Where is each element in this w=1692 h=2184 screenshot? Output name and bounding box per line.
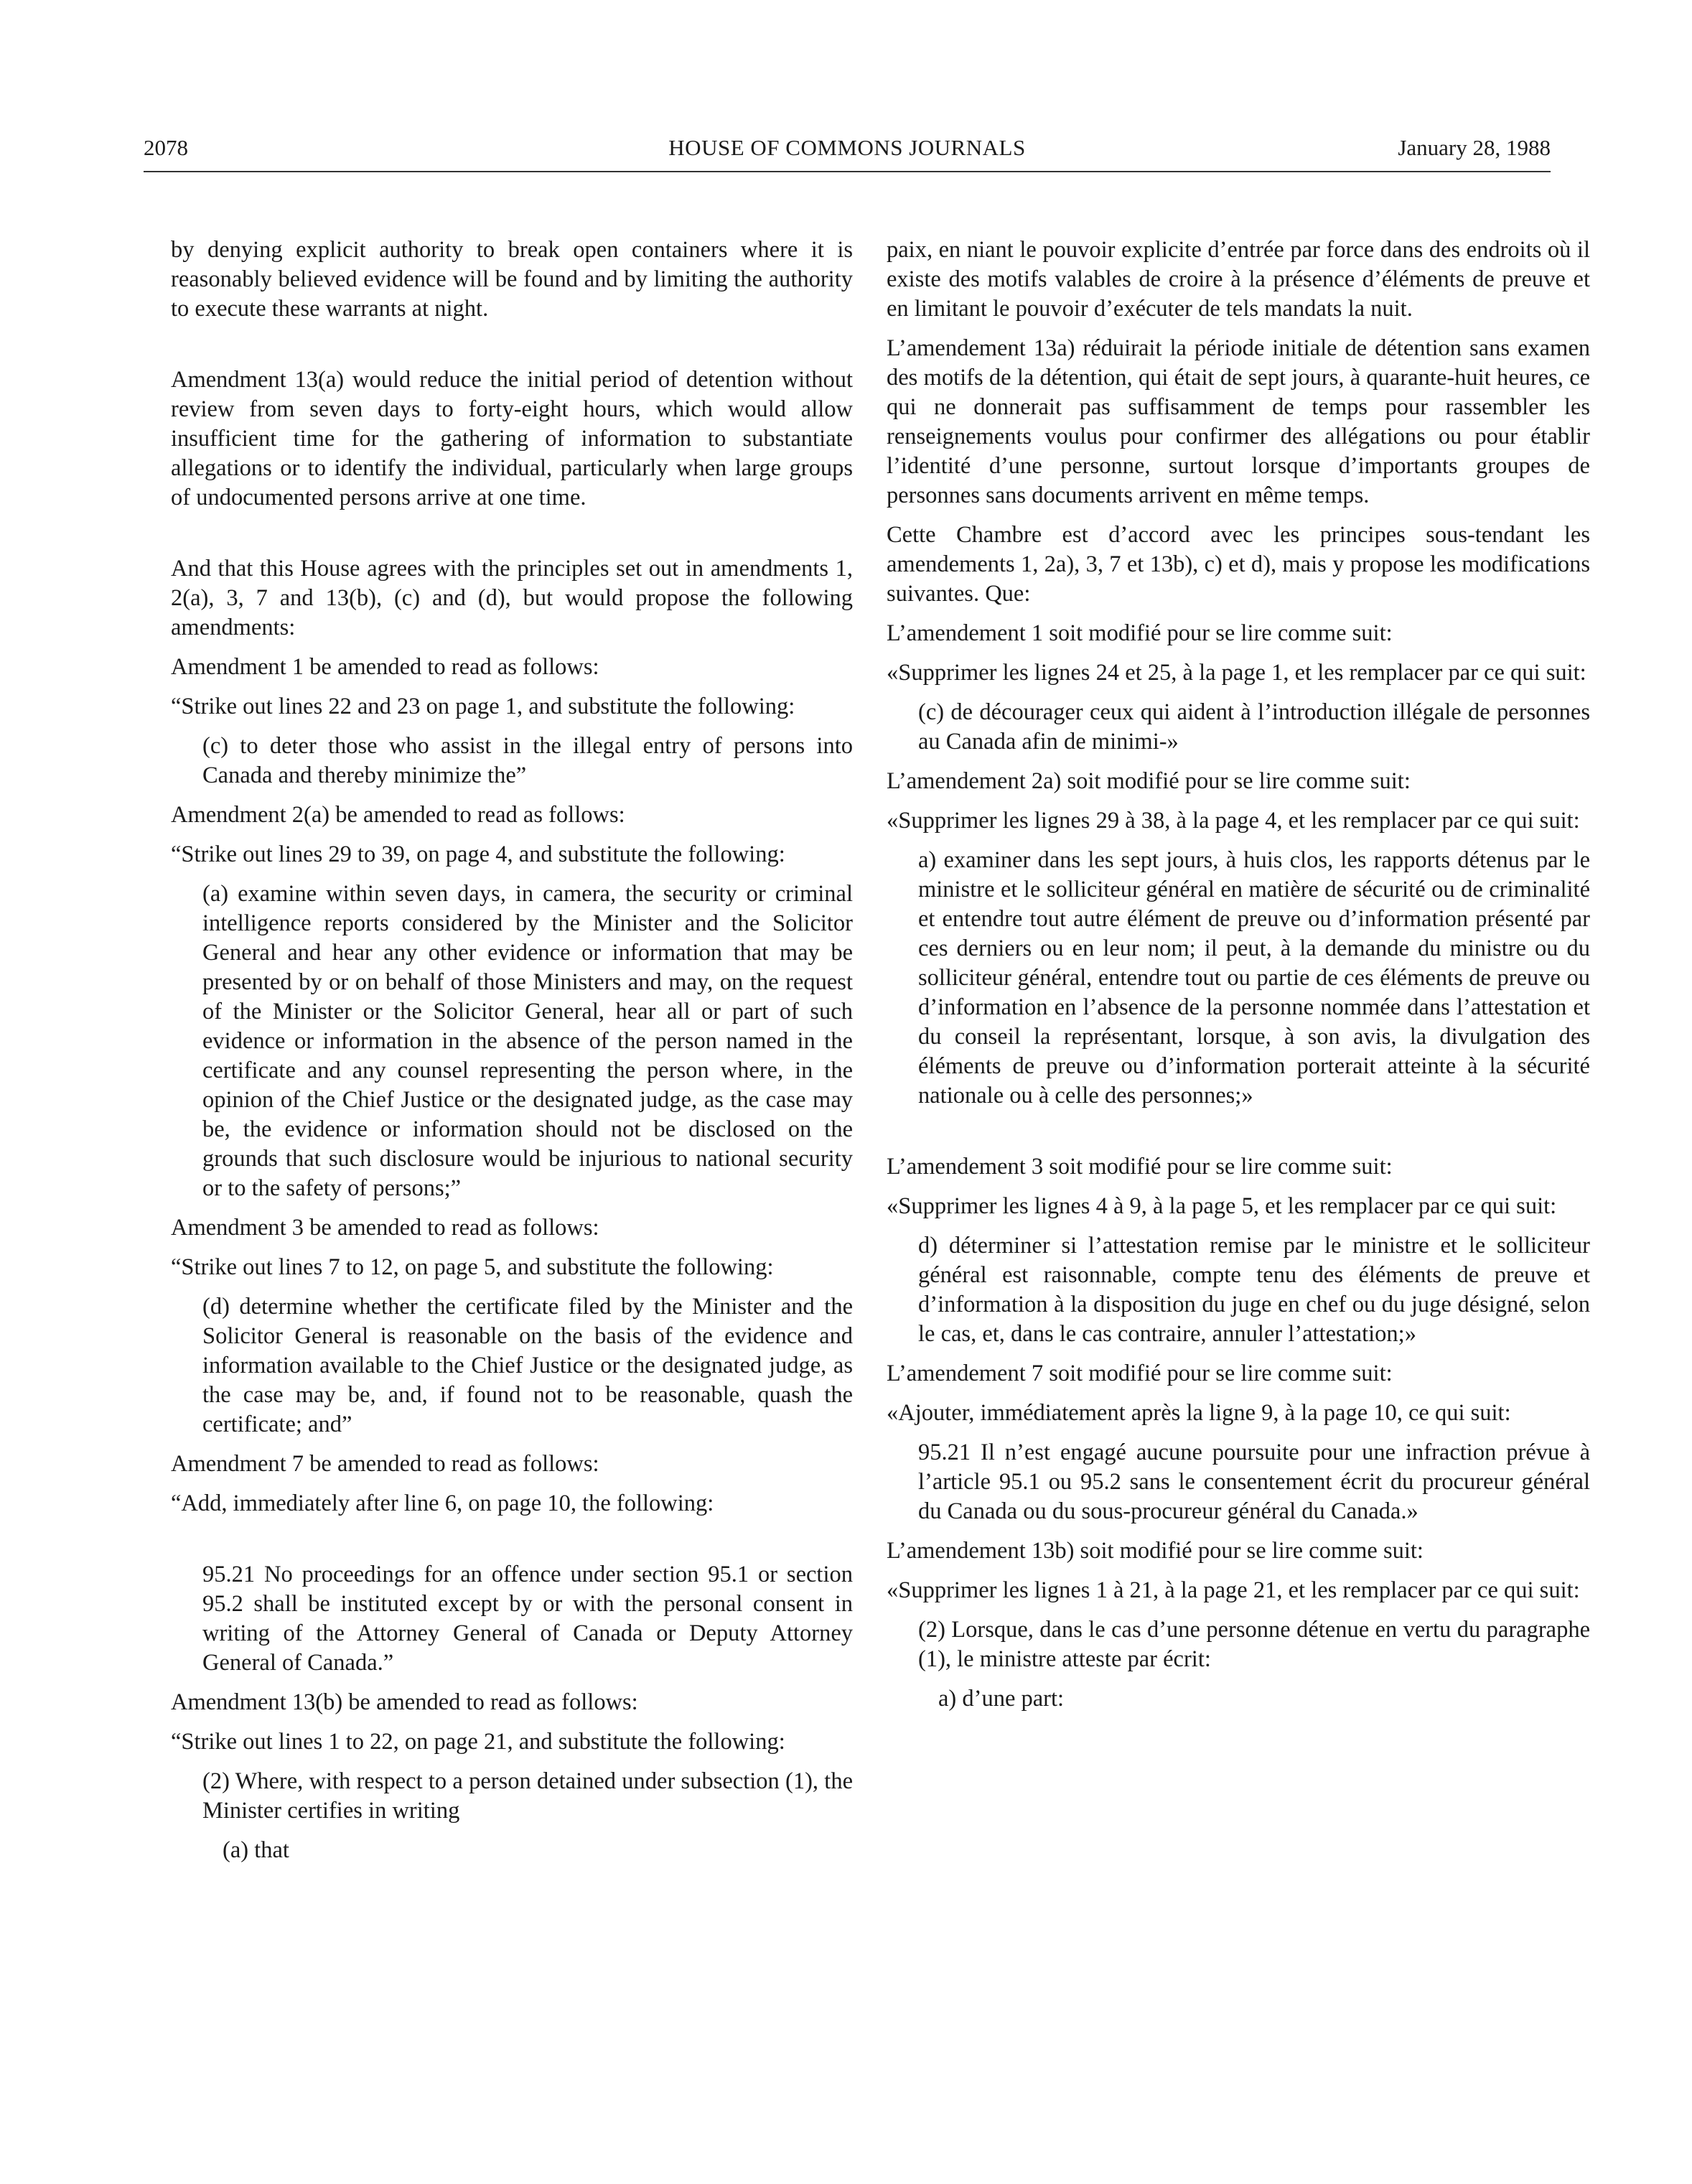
amendment-text: (d) determine whether the certificate filed by the Minister and the Solicitor General is reasonable on the basis of the evidence and information available to the Chief Justice or the designated judge, as the case may be, and, if found not to be reasonable, quash the certificate; and” [202, 1294, 853, 1437]
amendment-heading: Amendment 7 be amended to read as follows: [171, 1451, 599, 1477]
amendment-heading: L’amendement 2a) soit modifié pour se lire comme suit: [887, 768, 1411, 794]
english-column [171, 235, 853, 1875]
amendment-text: a) examiner dans les sept jours, à huis clos, les rapports détenus par le ministre et le solliciteur général en matière de sécurité ou de criminalité et entendre tout autre élément de preuve ou d’information présenté par ces derniers ou en leur nom; il peut, à la demande du ministre ou du solliciteur général, entendre tout ou partie de ces éléments de preuve ou d’information en l’absence de la personne nommée dans l’attestation et du conseil la représentant, lorsque, à son avis, la divulgation des éléments de preuve ou d’information porterait atteinte à la sécurité nationale ou à celle des personnes;» [918, 847, 1590, 1109]
strike-instruction: «Supprimer les lignes 4 à 9, à la page 5, et les remplacer par ce qui suit: [887, 1193, 1557, 1219]
amendment-text: d) déterminer si l’attestation remise par le ministre et le solliciteur général est raisonnable, compte tenu des éléments de preuve et d’information à la disposition du juge en chef ou du juge désigné, selon le cas, et, dans le cas contraire, annuler l’attestation;» [918, 1233, 1590, 1347]
strike-instruction: «Supprimer les lignes 24 et 25, à la page 1, et les remplacer par ce qui suit: [887, 660, 1586, 686]
paragraph: Amendment 13(a) would reduce the initial period of detention without review from seven days to forty-eight hours, which would allow insufficient time for the gathering of information to substantiate allegations or to identify the individual, particularly when large groups of undocumented persons arrive at one time. [171, 367, 853, 510]
strike-instruction: «Supprimer les lignes 1 à 21, à la page 21, et les remplacer par ce qui suit: [887, 1577, 1580, 1603]
amendment-subitem: (a) that [223, 1837, 289, 1863]
amendment-text: (2) Where, with respect to a person detained under subsection (1), the Minister certifies in writing [202, 1768, 853, 1824]
french-column [887, 235, 1590, 1724]
amendment-heading: Amendment 1 be amended to read as follows: [171, 654, 599, 680]
amendment-heading: Amendment 3 be amended to read as follows: [171, 1215, 599, 1241]
paragraph: by denying explicit authority to break open containers where it is reasonably believed evidence will be found and by limiting the authority to execute these warrants at night. [171, 237, 853, 322]
strike-instruction: «Supprimer les lignes 29 à 38, à la page 4, et les remplacer par ce qui suit: [887, 808, 1580, 834]
amendment-heading: L’amendement 3 soit modifié pour se lire comme suit: [887, 1154, 1393, 1180]
amendment-text: 95.21 No proceedings for an offence under section 95.1 or section 95.2 shall be instituted except by or with the personal consent in writing of the Attorney General of Canada or Deputy Attorney General of Canada.” [202, 1562, 853, 1676]
amendment-text: 95.21 Il n’est engagé aucune poursuite pour une infraction prévue à l’article 95.1 ou 95.2 sans le consentement écrit du procureur général du Canada ou du sous-procureur général du Canada.» [918, 1439, 1590, 1524]
amendment-heading: L’amendement 13b) soit modifié pour se lire comme suit: [887, 1538, 1424, 1564]
amendment-heading: L’amendement 1 soit modifié pour se lire comme suit: [887, 620, 1393, 646]
amendment-heading: L’amendement 7 soit modifié pour se lire comme suit: [887, 1361, 1393, 1386]
strike-instruction: «Ajouter, immédiatement après la ligne 9, à la page 10, ce qui suit: [887, 1400, 1511, 1426]
amendment-text: (c) to deter those who assist in the illegal entry of persons into Canada and thereby minimize the” [202, 733, 853, 788]
strike-instruction: “Add, immediately after line 6, on page 10, the following: [171, 1490, 714, 1516]
page-date: January 28, 1988 [1398, 135, 1551, 160]
strike-instruction: “Strike out lines 22 and 23 on page 1, and substitute the following: [171, 694, 795, 719]
amendment-text: (c) de décourager ceux qui aident à l’introduction illégale de personnes au Canada afin de minimi-» [918, 699, 1590, 755]
paragraph: L’amendement 13a) réduirait la période initiale de détention sans examen des motifs de la détention, qui était de sept jours, à quarante-huit heures, ce qui ne donnerait pas suffisamment de temps pour rassembler les renseignements voulus pour confirmer des allégations ou pour établir l’identité d’une personne, surtout lorsque d’importants groupes de personnes sans documents arrivent en même temps. [887, 335, 1590, 508]
amendment-text: (a) examine within seven days, in camera, the security or criminal intelligence reports considered by the Minister and the Solicitor General and hear any other evidence or information that may be presented by or on behalf of those Ministers and may, on the request of the Minister or the Solicitor General, hear all or part of such evidence or information in the absence of the person named in the certificate and any counsel representing the person where, in the opinion of the Chief Justice or the designated judge, as the case may be, the evidence or information should not be disclosed on the grounds that such disclosure would be injurious to national security or to the safety of persons;” [202, 881, 853, 1201]
strike-instruction: “Strike out lines 7 to 12, on page 5, and substitute the following: [171, 1254, 774, 1280]
strike-instruction: “Strike out lines 29 to 39, on page 4, and substitute the following: [171, 841, 785, 867]
amendment-text: (2) Lorsque, dans le cas d’une personne détenue en vertu du paragraphe (1), le ministre atteste par écrit: [918, 1617, 1590, 1672]
strike-instruction: “Strike out lines 1 to 22, on page 21, and substitute the following: [171, 1729, 785, 1755]
journal-title: HOUSE OF COMMONS JOURNALS [668, 135, 1026, 160]
paragraph: And that this House agrees with the principles set out in amendments 1, 2(a), 3, 7 and 13(b), (c) and (d), but would propose the following amendments: [171, 556, 853, 640]
page-number: 2078 [144, 135, 188, 160]
page-header [144, 135, 1551, 172]
amendment-heading: Amendment 13(b) be amended to read as follows: [171, 1689, 638, 1715]
amendment-heading: Amendment 2(a) be amended to read as follows: [171, 802, 625, 828]
amendment-subitem: a) d’une part: [938, 1686, 1065, 1712]
paragraph: Cette Chambre est d’accord avec les principes sous-tendant les amendements 1, 2a), 3, 7 et 13b), c) et d), mais y propose les modifications suivantes. Que: [887, 522, 1590, 607]
paragraph: paix, en niant le pouvoir explicite d’entrée par force dans des endroits où il existe des motifs valables de croire à la présence d’éléments de preuve et en limitant le pouvoir d’exécuter de tels mandats la nuit. [887, 237, 1590, 322]
